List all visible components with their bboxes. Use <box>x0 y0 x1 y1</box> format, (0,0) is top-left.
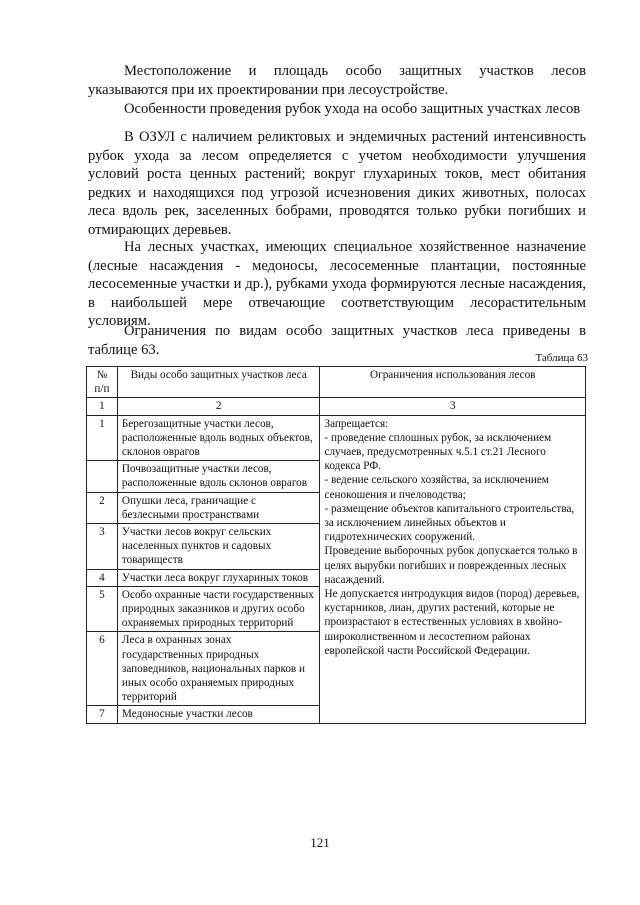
row-number: 5 <box>87 586 118 632</box>
row-kind: Медоносные участки лесов <box>117 706 320 723</box>
row-kind: Особо охранные части государственных природных заказников и других особо охраняемых природных территорий <box>117 586 320 632</box>
restriction-line: - ведение сельского хозяйства, за исключением сенокошения и пчеловодства; <box>324 474 549 501</box>
restriction-line: Проведение выборочных рубок допускается только в целях вырубки погибших и поврежденных лесных насаждений. <box>324 545 578 586</box>
row-number: 7 <box>87 706 118 723</box>
restrictions-title: Запрещается: <box>324 417 389 430</box>
row-kind: Берегозащитные участки лесов, расположенные вдоль водных объектов, склонов оврагов <box>117 415 320 461</box>
paragraph-table-intro: Ограничения по видам особо защитных участков леса приведены в таблице 63. <box>88 323 586 358</box>
restriction-line: - проведение сплошных рубок, за исключением случаев, предусмотренных ч.5.1 ст.21 Лесного кодекса РФ. <box>324 431 552 473</box>
paragraph-location: Местоположение и площадь особо защитных участков лесов указываются при их проектировании при лесоустройстве. <box>88 63 586 98</box>
header-number: № п/п <box>87 367 118 398</box>
column-number: 1 <box>87 398 118 415</box>
paragraph-subheading: Особенности проведения рубок ухода на особо защитных участках лесов <box>124 101 581 117</box>
restriction-line: - размещение объектов капитального строительства, за исключением линейных объектов и гидротехнических сооружений. <box>324 502 575 544</box>
row-kind: Участки лесов вокруг сельских населенных пунктов и садовых товариществ <box>117 524 320 570</box>
row-kind: Леса в охранных зонах государственных природных заповедников, национальных парков и иных особо охраняемых природных территорий <box>117 632 320 706</box>
row-number: 3 <box>87 524 118 570</box>
row-number: 6 <box>87 632 118 706</box>
row-kind: Почвозащитные участки лесов, расположенные вдоль склонов оврагов <box>117 461 320 492</box>
table-caption: Таблица 63 <box>535 352 588 364</box>
row-number: 2 <box>87 492 118 523</box>
row-number <box>87 461 118 492</box>
row-number: 4 <box>87 569 118 586</box>
column-number-row <box>87 398 586 415</box>
table-row <box>87 415 586 461</box>
header-kind: Виды особо защитных участков леса <box>117 367 320 398</box>
paragraph-ozul: В ОЗУЛ с наличием реликтовых и эндемичных растений интенсивность рубок ухода за лесом определяется с учетом необходимости улучшения условий роста ценных растений; вокруг глухариных токов, мест обитания редких и находящихся под угрозой исчезновения диких животных, полосах леса вдоль рек, заселенных бобрами, проводятся только рубки погибших и отмирающих деревьев. <box>88 129 586 238</box>
paragraph-special-purpose: На лесных участках, имеющих специальное хозяйственное назначение (лесные насаждения - медоносы, лесосеменные плантации, постоянные лесосеменные участки и др.), рубками ухода формируются лесные насаждения, в наибольшей мере отвечающие соответствующим лесорастительным условиям. <box>88 239 586 330</box>
restrictions-table <box>86 366 586 724</box>
table-header-row <box>87 367 586 398</box>
column-number: 3 <box>320 398 586 415</box>
page-number: 121 <box>310 835 330 850</box>
row-kind: Участки леса вокруг глухариных токов <box>117 569 320 586</box>
row-number: 1 <box>87 415 118 461</box>
header-restrictions: Ограничения использования лесов <box>320 367 586 398</box>
restrictions-cell <box>320 415 586 723</box>
row-kind: Опушки леса, граничащие с безлесными пространствами <box>117 492 320 523</box>
restriction-line: Не допускается интродукция видов (пород) деревьев, кустарников, лиан, других растений, которые не произрастают в естественных условиях в хвойно-широколиственном и лесостепном районах европейской части Российской Федерации. <box>324 588 580 657</box>
column-number: 2 <box>117 398 320 415</box>
